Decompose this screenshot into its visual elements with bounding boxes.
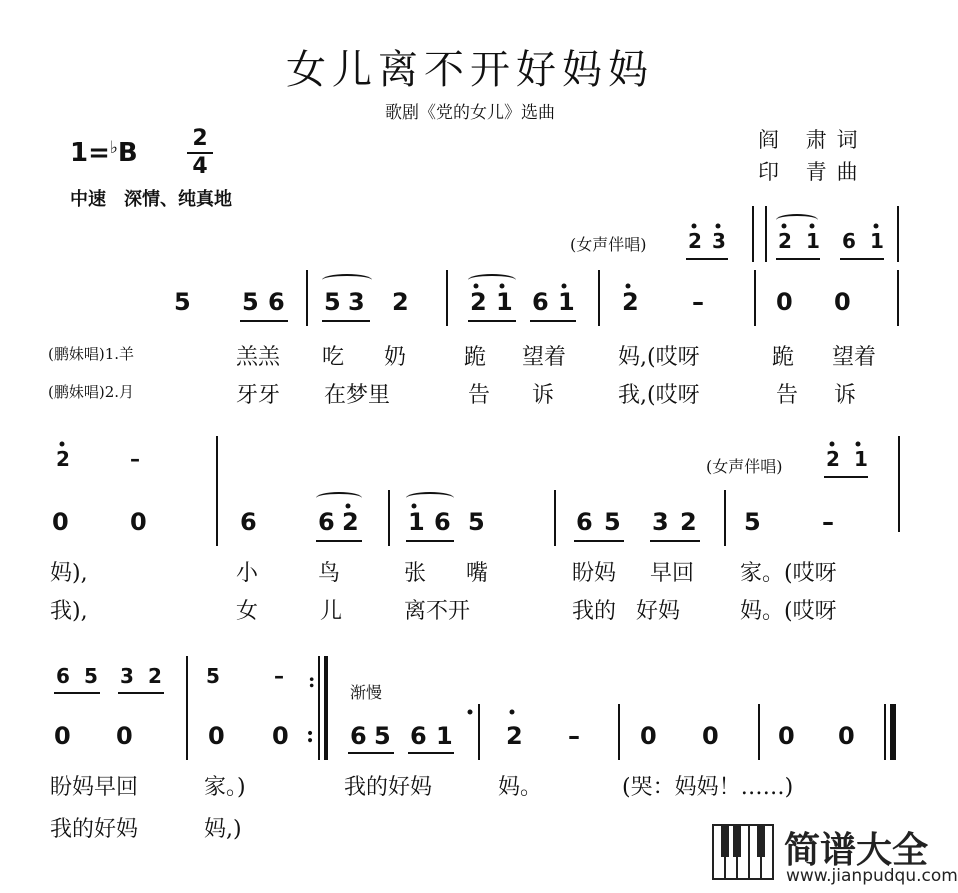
note: – bbox=[692, 288, 704, 316]
note: 6 bbox=[350, 722, 367, 750]
note: 0 bbox=[272, 722, 289, 750]
lyric-syllable: 望着 bbox=[832, 345, 877, 370]
underline bbox=[650, 540, 700, 542]
final-barline bbox=[890, 704, 896, 760]
key-signature: 1=♭B bbox=[70, 138, 138, 168]
note: 1 bbox=[870, 229, 884, 253]
note: 0 bbox=[52, 508, 69, 536]
repeat-barline bbox=[324, 656, 328, 760]
lyric-syllable: 我), bbox=[50, 599, 88, 624]
note: 5 bbox=[174, 288, 191, 316]
underline bbox=[824, 476, 868, 478]
barline bbox=[884, 704, 886, 760]
lyric-phrase: 我的好妈 bbox=[344, 775, 433, 800]
lyric-syllable: 羔羔 bbox=[236, 345, 281, 370]
note: 2 bbox=[778, 229, 792, 253]
underline bbox=[54, 692, 100, 694]
barline bbox=[318, 656, 320, 760]
note: 0 bbox=[208, 722, 225, 750]
note: 5 bbox=[604, 508, 621, 536]
lyric-syllable: 早回 bbox=[650, 561, 695, 586]
note: – bbox=[568, 722, 580, 750]
lyric-syllable: 家。(哎呀 bbox=[740, 561, 837, 586]
underline bbox=[118, 692, 164, 694]
underline bbox=[574, 540, 624, 542]
note: 0 bbox=[640, 722, 657, 750]
note: 3 bbox=[712, 229, 726, 253]
composer-credit: 印 青曲 bbox=[758, 160, 868, 184]
note: 2 bbox=[392, 288, 409, 316]
note: 1 bbox=[436, 722, 453, 750]
note: 5 bbox=[206, 664, 220, 688]
note: 1 bbox=[806, 229, 820, 253]
note: 2 bbox=[680, 508, 697, 536]
accompaniment-label: (女声伴唱) bbox=[570, 235, 647, 254]
lyric-syllable: 好妈 bbox=[636, 599, 681, 624]
lyric-syllable: 奶 bbox=[384, 345, 407, 370]
note: 6 bbox=[268, 288, 285, 316]
note: 1 bbox=[496, 288, 513, 316]
lyric-syllable: 我,(哎呀 bbox=[618, 383, 700, 408]
lyric-syllable: 跪 bbox=[464, 345, 487, 370]
lyric-phrase: (哭：妈妈！……) bbox=[622, 775, 794, 800]
lyric-syllable: 望着 bbox=[522, 345, 567, 370]
lyric-verse1: (鹏妹唱)1.羊 bbox=[48, 345, 135, 363]
barline bbox=[186, 656, 188, 760]
slur bbox=[406, 492, 454, 504]
note: 5 bbox=[242, 288, 259, 316]
note: 6 bbox=[842, 229, 856, 253]
barline bbox=[388, 490, 390, 546]
barline bbox=[724, 490, 726, 546]
underline bbox=[316, 540, 362, 542]
note: 6 bbox=[532, 288, 549, 316]
note: 6 bbox=[240, 508, 257, 536]
lyric-syllable: 告 bbox=[468, 383, 491, 408]
lyric-phrase: 妈。 bbox=[498, 775, 543, 800]
song-subtitle: 歌剧《党的女儿》选曲 bbox=[385, 103, 555, 123]
note: 0 bbox=[778, 722, 795, 750]
note: 1 bbox=[558, 288, 575, 316]
lyricist-credit: 阎 肃词 bbox=[758, 128, 868, 152]
note: 6 bbox=[576, 508, 593, 536]
lyric-syllable: 吃 bbox=[322, 345, 345, 370]
lyric-syllable: 诉 bbox=[532, 383, 555, 408]
lyric-phrase: 盼妈早回 bbox=[50, 775, 139, 800]
underline bbox=[406, 540, 454, 542]
lyric-syllable: 离不开 bbox=[404, 599, 471, 624]
note: 1 bbox=[854, 447, 868, 471]
note: 2 bbox=[148, 664, 162, 688]
barline bbox=[554, 490, 556, 546]
tempo-marking: 中速 深情、纯真地 bbox=[70, 189, 232, 210]
lyric-phrase: 妈,) bbox=[204, 817, 242, 842]
note: 0 bbox=[838, 722, 855, 750]
barline bbox=[758, 704, 760, 760]
watermark-title: 简谱大全 bbox=[784, 830, 929, 871]
lyric-syllable: 牙牙 bbox=[236, 383, 281, 408]
note: 0 bbox=[702, 722, 719, 750]
note: 0 bbox=[54, 722, 71, 750]
lyric-syllable: 跪 bbox=[772, 345, 795, 370]
note: 5 bbox=[84, 664, 98, 688]
accompaniment-label: (女声伴唱) bbox=[706, 457, 783, 476]
note: 2 bbox=[56, 447, 70, 471]
note: 2 bbox=[826, 447, 840, 471]
note: 0 bbox=[116, 722, 133, 750]
lyric-syllable: 我的 bbox=[572, 599, 617, 624]
song-title: 女儿离不开好妈妈 bbox=[286, 47, 654, 93]
lyric-verse2: (鹏妹唱)2.月 bbox=[48, 383, 135, 401]
note: 2 bbox=[470, 288, 487, 316]
note: 1 bbox=[408, 508, 425, 536]
note: – bbox=[130, 447, 140, 471]
underline bbox=[348, 752, 394, 754]
time-signature: 2 4 bbox=[187, 128, 213, 178]
lyric-syllable: 在梦里 bbox=[324, 383, 391, 408]
note: 3 bbox=[348, 288, 365, 316]
note: 2 bbox=[622, 288, 639, 316]
slur bbox=[316, 492, 362, 504]
lyric-syllable: 妈。(哎呀 bbox=[740, 599, 837, 624]
lyric-syllable: 张 bbox=[404, 561, 427, 586]
lyric-syllable: 妈), bbox=[50, 561, 88, 586]
note: 3 bbox=[120, 664, 134, 688]
note: 6 bbox=[434, 508, 451, 536]
note: 6 bbox=[56, 664, 70, 688]
note: – bbox=[822, 508, 834, 536]
barline bbox=[216, 436, 218, 546]
note: 2 bbox=[506, 722, 523, 750]
lyric-syllable: 妈,(哎呀 bbox=[618, 345, 700, 370]
piano-keys-logo bbox=[712, 824, 774, 880]
lyric-syllable: 鸟 bbox=[318, 561, 341, 586]
note: 0 bbox=[130, 508, 147, 536]
barline bbox=[898, 436, 900, 532]
lyric-syllable: 女 bbox=[236, 599, 259, 624]
note: 5 bbox=[468, 508, 485, 536]
barline bbox=[478, 704, 480, 760]
lyric-syllable: 盼妈 bbox=[572, 561, 617, 586]
note: 2 bbox=[342, 508, 359, 536]
note: 5 bbox=[374, 722, 391, 750]
note: 6 bbox=[410, 722, 427, 750]
note: 6 bbox=[318, 508, 335, 536]
note: 0 bbox=[834, 288, 851, 316]
note: 5 bbox=[744, 508, 761, 536]
lyric-syllable: 儿 bbox=[320, 599, 343, 624]
lyric-phrase: 家。) bbox=[204, 775, 246, 800]
tempo-mark: 渐慢 bbox=[350, 683, 383, 702]
lyric-syllable: 小 bbox=[236, 561, 259, 586]
repeat-dots: : bbox=[308, 668, 316, 692]
watermark-url: www.jianpudqu.com bbox=[786, 866, 958, 886]
lyric-syllable: 诉 bbox=[834, 383, 857, 408]
note: 2 bbox=[688, 229, 702, 253]
note: 0 bbox=[776, 288, 793, 316]
lyric-syllable: 嘴 bbox=[466, 561, 489, 586]
lyric-phrase: 我的好妈 bbox=[50, 817, 139, 842]
repeat-dots: : bbox=[306, 722, 315, 748]
underline bbox=[408, 752, 454, 754]
note: 3 bbox=[652, 508, 669, 536]
note: 5 bbox=[324, 288, 341, 316]
note: – bbox=[274, 664, 284, 688]
lyric-syllable: 告 bbox=[776, 383, 799, 408]
barline bbox=[618, 704, 620, 760]
